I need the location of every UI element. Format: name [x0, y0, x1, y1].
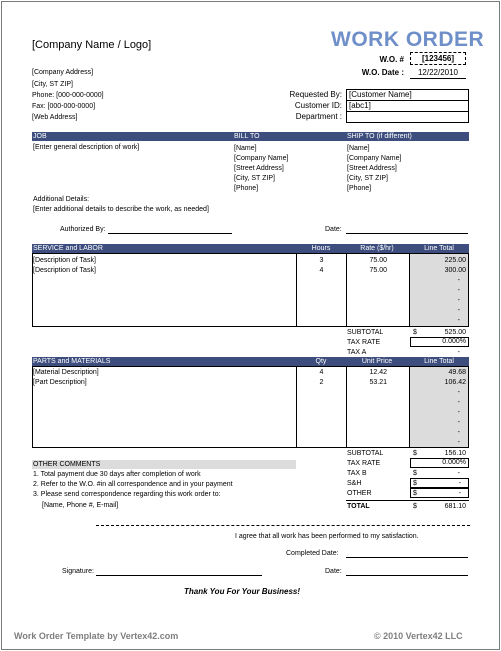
total-label: TOTAL: [347, 503, 370, 510]
job-section-bar: [32, 132, 469, 141]
labor-header-bar: [32, 244, 469, 253]
wo-date-field[interactable]: 12/22/2010: [417, 68, 459, 77]
labor-row-desc[interactable]: [Description of Task]: [33, 257, 96, 264]
bill-to-line[interactable]: [City, ST ZIP]: [234, 175, 275, 182]
bill-to-line[interactable]: [Name]: [234, 145, 257, 152]
customer-id-label: Customer ID:: [294, 101, 342, 110]
other-label: OTHER: [347, 490, 372, 497]
parts-row-total: -: [457, 399, 460, 406]
labor-row-total: -: [457, 277, 460, 284]
signoff-separator: [96, 525, 470, 526]
parts-row-qty[interactable]: 4: [319, 369, 324, 376]
labor-row-rate[interactable]: 75.00: [369, 257, 387, 264]
department-label: Department :: [295, 112, 342, 121]
taxb-currency: $: [413, 470, 417, 477]
labor-row-total: 225.00: [444, 257, 466, 264]
labor-row-desc[interactable]: [Description of Task]: [33, 267, 96, 274]
comment-line: [Name, Phone #, E-mail]: [42, 502, 119, 509]
labor-col-total: Line Total: [424, 245, 454, 252]
labor-subtotal-currency: $: [413, 329, 417, 336]
agreement-text: I agree that all work has been performed to my satisfaction.: [235, 533, 419, 540]
taxb-label: TAX B: [347, 470, 367, 477]
labor-row-qty[interactable]: 3: [319, 257, 324, 264]
parts-row-desc[interactable]: [Material Description]: [33, 369, 99, 376]
comment-line: 2. Refer to the W.O. #in all correspondence and in your payment: [33, 481, 233, 488]
completed-date-label: Completed Date:: [286, 550, 339, 557]
parts-table: [32, 366, 469, 448]
parts-col-total: Line Total: [424, 358, 454, 365]
sh-currency: $: [413, 480, 417, 487]
footer-copyright: © 2010 Vertex42 LLC: [374, 631, 463, 641]
labor-row-total: -: [457, 287, 460, 294]
requested-by-field[interactable]: [Customer Name]: [346, 89, 469, 101]
wo-date-underline: [410, 78, 466, 79]
company-name: [Company Name / Logo]: [32, 39, 152, 51]
thank-you-text: Thank You For Your Business!: [184, 587, 301, 596]
company-phone: Phone: [000-000-0000]: [32, 92, 104, 99]
parts-taxrate-label: TAX RATE: [347, 460, 381, 467]
company-fax: Fax: [000-000-0000]: [32, 103, 96, 110]
parts-subtotal-value: 156.10: [444, 450, 466, 457]
department-field[interactable]: [346, 111, 469, 123]
ship-to-line[interactable]: [Company Name]: [347, 155, 402, 162]
signature-date-line[interactable]: [346, 575, 468, 576]
parts-taxrate-field[interactable]: 0.000%: [410, 458, 469, 468]
parts-subtotal-currency: $: [413, 450, 417, 457]
comments-header: [32, 460, 296, 469]
sh-value: -: [458, 480, 461, 487]
additional-details-label: Additional Details:: [33, 196, 90, 203]
company-web: [Web Address]: [32, 114, 78, 121]
labor-taxrate-field[interactable]: 0.000%: [410, 337, 469, 347]
company-city: [City, ST ZIP]: [32, 81, 73, 88]
comments-title: OTHER COMMENTS: [33, 461, 101, 468]
taxb-value: -: [457, 470, 460, 477]
labor-subtotal-label: SUBTOTAL: [347, 329, 384, 336]
signature-date-label: Date:: [325, 568, 342, 575]
labor-row-total: -: [457, 317, 460, 324]
parts-row-total: 106.42: [444, 379, 466, 386]
job-header: JOB: [33, 133, 47, 140]
parts-row-price[interactable]: 12.42: [369, 369, 387, 376]
labor-taxrate-label: TAX RATE: [347, 339, 381, 346]
bill-to-line[interactable]: [Street Address]: [234, 165, 284, 172]
completed-date-line[interactable]: [346, 557, 468, 558]
ship-to-line[interactable]: [Phone]: [347, 185, 372, 192]
page-title: WORK ORDER: [331, 28, 485, 51]
ship-to-line[interactable]: [Name]: [347, 145, 370, 152]
parts-row-total: -: [457, 389, 460, 396]
authorized-by-label: Authorized By:: [60, 226, 106, 233]
comment-line: 3. Please send correspondence regarding this work order to:: [33, 491, 221, 498]
labor-col-hours: Hours: [311, 245, 331, 252]
bill-to-line[interactable]: [Phone]: [234, 185, 259, 192]
bill-to-header: BILL TO: [234, 133, 260, 140]
parts-row-total: -: [457, 419, 460, 426]
sh-field[interactable]: [410, 478, 469, 488]
signature-label: Signature:: [62, 568, 94, 575]
parts-row-total: -: [457, 429, 460, 436]
sh-label: S&H: [347, 480, 362, 487]
labor-taxa-value: -: [457, 349, 460, 356]
labor-table: [32, 253, 469, 327]
labor-col-rate: Rate ($/hr): [360, 245, 394, 252]
labor-row-total: 300.00: [444, 267, 466, 274]
parts-row-total: 49.68: [448, 369, 466, 376]
total-value: 681.10: [444, 503, 466, 510]
total-top-rule: [346, 500, 469, 501]
additional-details-text[interactable]: [Enter additional details to describe the work, as needed]: [33, 206, 209, 213]
authorized-by-line[interactable]: [108, 233, 232, 234]
footer-credit[interactable]: Work Order Template by Vertex42.com: [14, 631, 179, 641]
total-currency: $: [413, 503, 417, 510]
parts-row-total: -: [457, 439, 460, 446]
parts-subtotal-label: SUBTOTAL: [347, 450, 384, 457]
parts-row-total: -: [457, 409, 460, 416]
customer-id-field[interactable]: [abc1]: [346, 100, 469, 112]
labor-row-rate[interactable]: 75.00: [369, 267, 387, 274]
labor-row-qty[interactable]: 4: [319, 267, 324, 274]
company-address: [Company Address]: [32, 69, 94, 76]
other-currency: $: [413, 490, 417, 497]
other-value: -: [458, 490, 461, 497]
parts-col-desc: PARTS and MATERIALS: [33, 358, 111, 365]
parts-col-unit-price: Unit Price: [361, 358, 393, 365]
parts-row-desc[interactable]: [Part Description]: [33, 379, 87, 386]
labor-row-total: -: [457, 297, 460, 304]
labor-col-desc: SERVICE and LABOR: [33, 245, 103, 252]
labor-subtotal-value: 525.00: [444, 329, 466, 336]
parts-header-bar: [32, 357, 469, 366]
requested-by-label: Requested By:: [289, 90, 342, 99]
ship-to-line[interactable]: [Street Address]: [347, 165, 397, 172]
labor-taxa-label: TAX A: [347, 349, 367, 356]
parts-col-qty: Qty: [315, 358, 327, 365]
other-field[interactable]: [410, 488, 469, 498]
wo-number-field[interactable]: [123456]: [410, 52, 466, 65]
authorized-date-label: Date:: [325, 226, 342, 233]
signature-line[interactable]: [96, 575, 262, 576]
ship-to-line[interactable]: [City, ST ZIP]: [347, 175, 388, 182]
wo-label: W.O. #: [379, 55, 404, 64]
authorized-date-line[interactable]: [346, 233, 468, 234]
job-description[interactable]: [Enter general description of work]: [33, 144, 140, 151]
parts-row-qty[interactable]: 2: [319, 379, 324, 386]
labor-row-total: -: [457, 307, 460, 314]
ship-to-header: SHIP TO (if different): [347, 133, 412, 140]
bill-to-line[interactable]: [Company Name]: [234, 155, 289, 162]
wo-date-label: W.O. Date :: [361, 68, 404, 77]
comment-line: 1. Total payment due 30 days after completion of work: [33, 471, 201, 478]
parts-row-price[interactable]: 53.21: [369, 379, 387, 386]
